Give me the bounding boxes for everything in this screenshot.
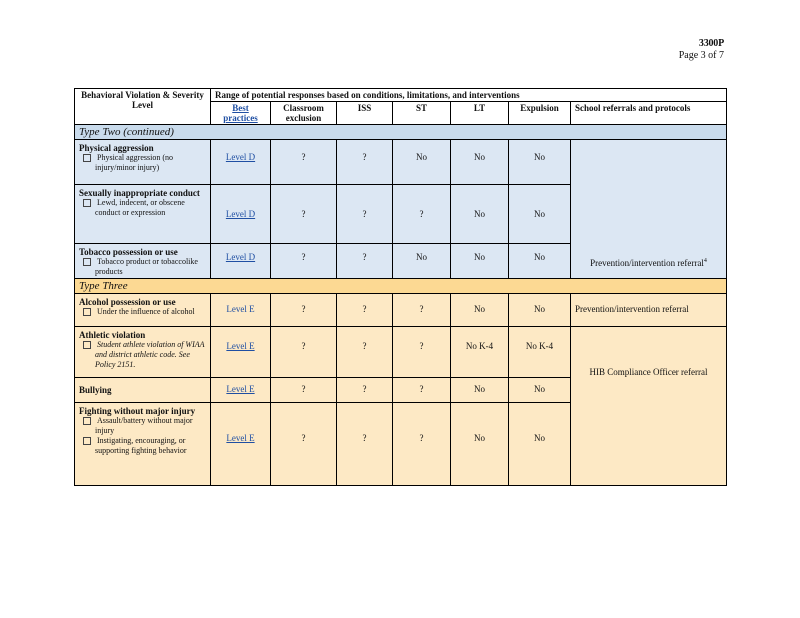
- bullet-icon: [83, 154, 91, 162]
- expulsion-value: No: [509, 185, 571, 244]
- page-header: [679, 38, 724, 62]
- classroom-header: Classroom exclusion: [271, 102, 337, 125]
- classroom-value: ?: [271, 403, 337, 486]
- best-practices-link[interactable]: Best practices: [223, 103, 258, 123]
- iss-value: ?: [337, 294, 393, 327]
- violation-item: Under the influence of alcohol: [79, 307, 206, 317]
- bullet-icon: [83, 308, 91, 316]
- level-link[interactable]: Level D: [225, 209, 256, 219]
- violation-name: Alcohol possession or use: [79, 297, 176, 307]
- iss-value: ?: [337, 185, 393, 244]
- page-number: Page 3 of 7: [678, 50, 724, 61]
- type-two-title: Type Two (continued): [75, 125, 727, 140]
- lt-value: No: [451, 294, 509, 327]
- expulsion-value: No: [509, 140, 571, 185]
- lt-value: No: [451, 244, 509, 279]
- lt-value: No: [451, 140, 509, 185]
- iss-value: ?: [337, 403, 393, 486]
- type-three-referral-2: HIB Compliance Officer referral: [571, 327, 727, 486]
- expulsion-header: Expulsion: [509, 102, 571, 125]
- lt-value: No: [451, 185, 509, 244]
- level-link[interactable]: Level D: [225, 152, 256, 162]
- violation-header: Behavioral Violation & Severity Level: [75, 89, 211, 125]
- violation-item: Student athlete violation of WIAA and district athletic code. See Policy 2151.: [79, 340, 206, 370]
- expulsion-value: No: [509, 403, 571, 486]
- bullet-icon: [83, 341, 91, 349]
- bullet-icon: [83, 417, 91, 425]
- level-link[interactable]: Level E: [226, 304, 255, 314]
- st-value: ?: [393, 327, 451, 378]
- lt-value: No K-4: [451, 327, 509, 378]
- expulsion-value: No: [509, 294, 571, 327]
- header-row-1: [75, 89, 727, 102]
- type-two-row: [75, 140, 727, 185]
- policy-table: [74, 88, 727, 486]
- iss-value: ?: [337, 378, 393, 403]
- classroom-value: ?: [271, 378, 337, 403]
- st-value: ?: [393, 185, 451, 244]
- violation-item: Lewd, indecent, or obscene conduct or expression: [79, 198, 206, 218]
- type-three-bar: [75, 279, 727, 294]
- violation-item: Physical aggression (no injury/minor injury): [79, 153, 206, 173]
- type-two-referral: Prevention/intervention referral$^4$: [571, 140, 727, 279]
- classroom-value: ?: [271, 185, 337, 244]
- type-three-row: [75, 294, 727, 327]
- violation-name: Bullying: [79, 385, 112, 395]
- expulsion-value: No K-4: [509, 327, 571, 378]
- classroom-value: ?: [271, 244, 337, 279]
- referrals-header: School referrals and protocols: [571, 102, 727, 125]
- level-link[interactable]: Level E: [226, 341, 255, 351]
- type-three-title: Type Three: [75, 279, 727, 294]
- bullet-icon: [83, 437, 91, 445]
- type-three-referral-1: Prevention/intervention referral: [571, 294, 727, 327]
- type-two-bar: [75, 125, 727, 140]
- bullet-icon: [83, 199, 91, 207]
- violation-item: Tobacco product or tobaccolike products: [79, 257, 206, 277]
- violation-item: Assault/battery without major injury: [79, 416, 206, 436]
- violation-name: Athletic violation: [79, 330, 146, 340]
- range-header: Range of potential responses based on conditions, limitations, and interventions: [211, 89, 727, 102]
- violation-name: Sexually inappropriate conduct: [79, 188, 200, 198]
- st-value: No: [393, 140, 451, 185]
- level-link[interactable]: Level D: [225, 252, 256, 262]
- classroom-value: ?: [271, 327, 337, 378]
- st-value: ?: [393, 294, 451, 327]
- iss-value: ?: [337, 327, 393, 378]
- st-value: No: [393, 244, 451, 279]
- st-header: ST: [393, 102, 451, 125]
- bullet-icon: [83, 258, 91, 266]
- level-link[interactable]: Level E: [226, 384, 255, 394]
- violation-item: Instigating, encouraging, or supporting fighting behavior: [79, 436, 206, 456]
- iss-header: ISS: [337, 102, 393, 125]
- classroom-value: ?: [271, 140, 337, 185]
- st-value: ?: [393, 403, 451, 486]
- iss-value: ?: [337, 140, 393, 185]
- classroom-value: ?: [271, 294, 337, 327]
- violation-name: Tobacco possession or use: [79, 247, 178, 257]
- footnote-mark: 4: [703, 258, 707, 264]
- expulsion-value: No: [509, 244, 571, 279]
- violation-name: Fighting without major injury: [79, 406, 196, 416]
- lt-header: LT: [451, 102, 509, 125]
- type-three-row: [75, 327, 727, 378]
- violation-name: Physical aggression: [79, 143, 154, 153]
- level-link[interactable]: Level E: [226, 433, 255, 443]
- expulsion-value: No: [509, 378, 571, 403]
- iss-value: ?: [337, 244, 393, 279]
- policy-code: 3300P: [698, 38, 724, 49]
- st-value: ?: [393, 378, 451, 403]
- lt-value: No: [451, 378, 509, 403]
- lt-value: No: [451, 403, 509, 486]
